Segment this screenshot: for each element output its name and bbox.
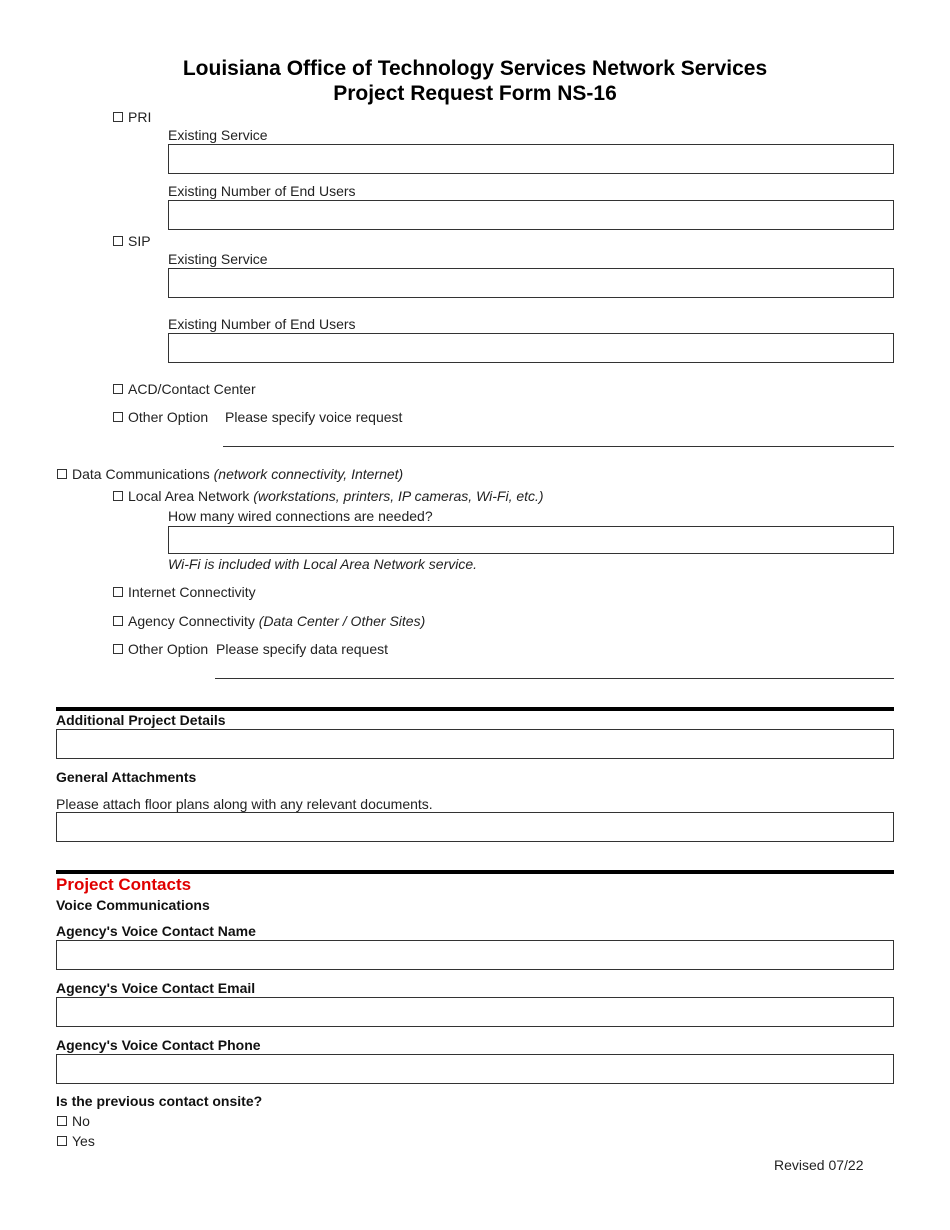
onsite-question: Is the previous contact onsite? — [56, 1093, 263, 1109]
wired-question: How many wired connections are needed? — [168, 508, 433, 524]
pri-checkbox[interactable] — [113, 112, 123, 122]
data-other-input[interactable] — [215, 660, 894, 679]
data-other-label: Other Option — [128, 641, 209, 657]
voice-contact-name-label: Agency's Voice Contact Name — [56, 922, 894, 941]
lan-label: Local Area Network — [128, 488, 250, 504]
form-title: Louisiana Office of Technology Services Network Services — [182, 57, 768, 80]
acd-label: ACD/Contact Center — [128, 381, 256, 397]
voice-other-option[interactable] — [113, 408, 208, 426]
lan-note: (workstations, printers, IP cameras, Wi-Fi, etc.) — [253, 488, 544, 504]
onsite-no-checkbox[interactable] — [57, 1116, 67, 1126]
sip-checkbox[interactable] — [113, 236, 123, 246]
onsite-yes-checkbox[interactable] — [57, 1136, 67, 1146]
pri-end-users-label: Existing Number of End Users — [168, 182, 894, 201]
data-other-specify: Please specify data request — [216, 641, 388, 657]
wired-connections-input[interactable] — [168, 526, 894, 554]
wifi-note: Wi-Fi is included with Local Area Network service. — [168, 556, 478, 572]
voice-other-label: Other Option — [128, 409, 209, 425]
contacts-heading: Project Contacts — [56, 875, 192, 894]
voice-contact-phone-input[interactable] — [56, 1054, 894, 1084]
pri-end-users-input[interactable] — [168, 200, 894, 230]
acd-option[interactable] — [113, 380, 256, 398]
pri-label: PRI — [128, 109, 152, 125]
onsite-yes-option[interactable] — [57, 1132, 95, 1150]
sip-existing-service-label: Existing Service — [168, 250, 894, 269]
data-other-option[interactable] — [113, 640, 208, 658]
agency-checkbox[interactable] — [113, 616, 123, 626]
section-divider — [56, 870, 894, 874]
internet-checkbox[interactable] — [113, 587, 123, 597]
onsite-yes-label: Yes — [72, 1133, 95, 1149]
data-comm-option[interactable] — [57, 465, 403, 483]
sip-label: SIP — [128, 233, 151, 249]
onsite-no-option[interactable] — [57, 1112, 90, 1130]
agency-label: Agency Connectivity — [128, 613, 255, 629]
data-comm-checkbox[interactable] — [57, 469, 67, 479]
voice-contacts-subheading: Voice Communications — [56, 897, 210, 913]
voice-contact-email-input[interactable] — [56, 997, 894, 1027]
sip-end-users-input[interactable] — [168, 333, 894, 363]
data-comm-label: Data Communications — [72, 466, 210, 482]
sip-end-users-label: Existing Number of End Users — [168, 315, 894, 334]
data-comm-note: (network connectivity, Internet) — [213, 466, 404, 482]
voice-other-input[interactable] — [223, 428, 894, 447]
attachments-instructions: Please attach floor plans along with any relevant documents. — [56, 796, 433, 812]
internet-option[interactable] — [113, 583, 256, 601]
voice-contact-phone-label: Agency's Voice Contact Phone — [56, 1036, 894, 1055]
additional-heading: Additional Project Details — [56, 712, 226, 728]
lan-checkbox[interactable] — [113, 491, 123, 501]
voice-contact-name-input[interactable] — [56, 940, 894, 970]
lan-option[interactable] — [113, 487, 544, 505]
voice-contact-email-label: Agency's Voice Contact Email — [56, 979, 894, 998]
data-other-checkbox[interactable] — [113, 644, 123, 654]
revision-date: Revised 07/22 — [774, 1157, 864, 1173]
sip-option[interactable] — [113, 232, 151, 250]
onsite-no-label: No — [72, 1113, 90, 1129]
additional-details-input[interactable] — [56, 729, 894, 759]
agency-note: (Data Center / Other Sites) — [258, 613, 426, 629]
attachments-heading: General Attachments — [56, 769, 197, 785]
attachments-input[interactable] — [56, 812, 894, 842]
sip-existing-service-input[interactable] — [168, 268, 894, 298]
acd-checkbox[interactable] — [113, 384, 123, 394]
internet-label: Internet Connectivity — [128, 584, 256, 600]
form-subtitle: Project Request Form NS-16 — [333, 82, 617, 105]
voice-other-checkbox[interactable] — [113, 412, 123, 422]
voice-other-specify: Please specify voice request — [225, 409, 403, 425]
agency-option[interactable] — [113, 612, 425, 630]
pri-existing-service-label: Existing Service — [168, 126, 894, 145]
pri-option[interactable] — [113, 108, 151, 126]
pri-existing-service-input[interactable] — [168, 144, 894, 174]
